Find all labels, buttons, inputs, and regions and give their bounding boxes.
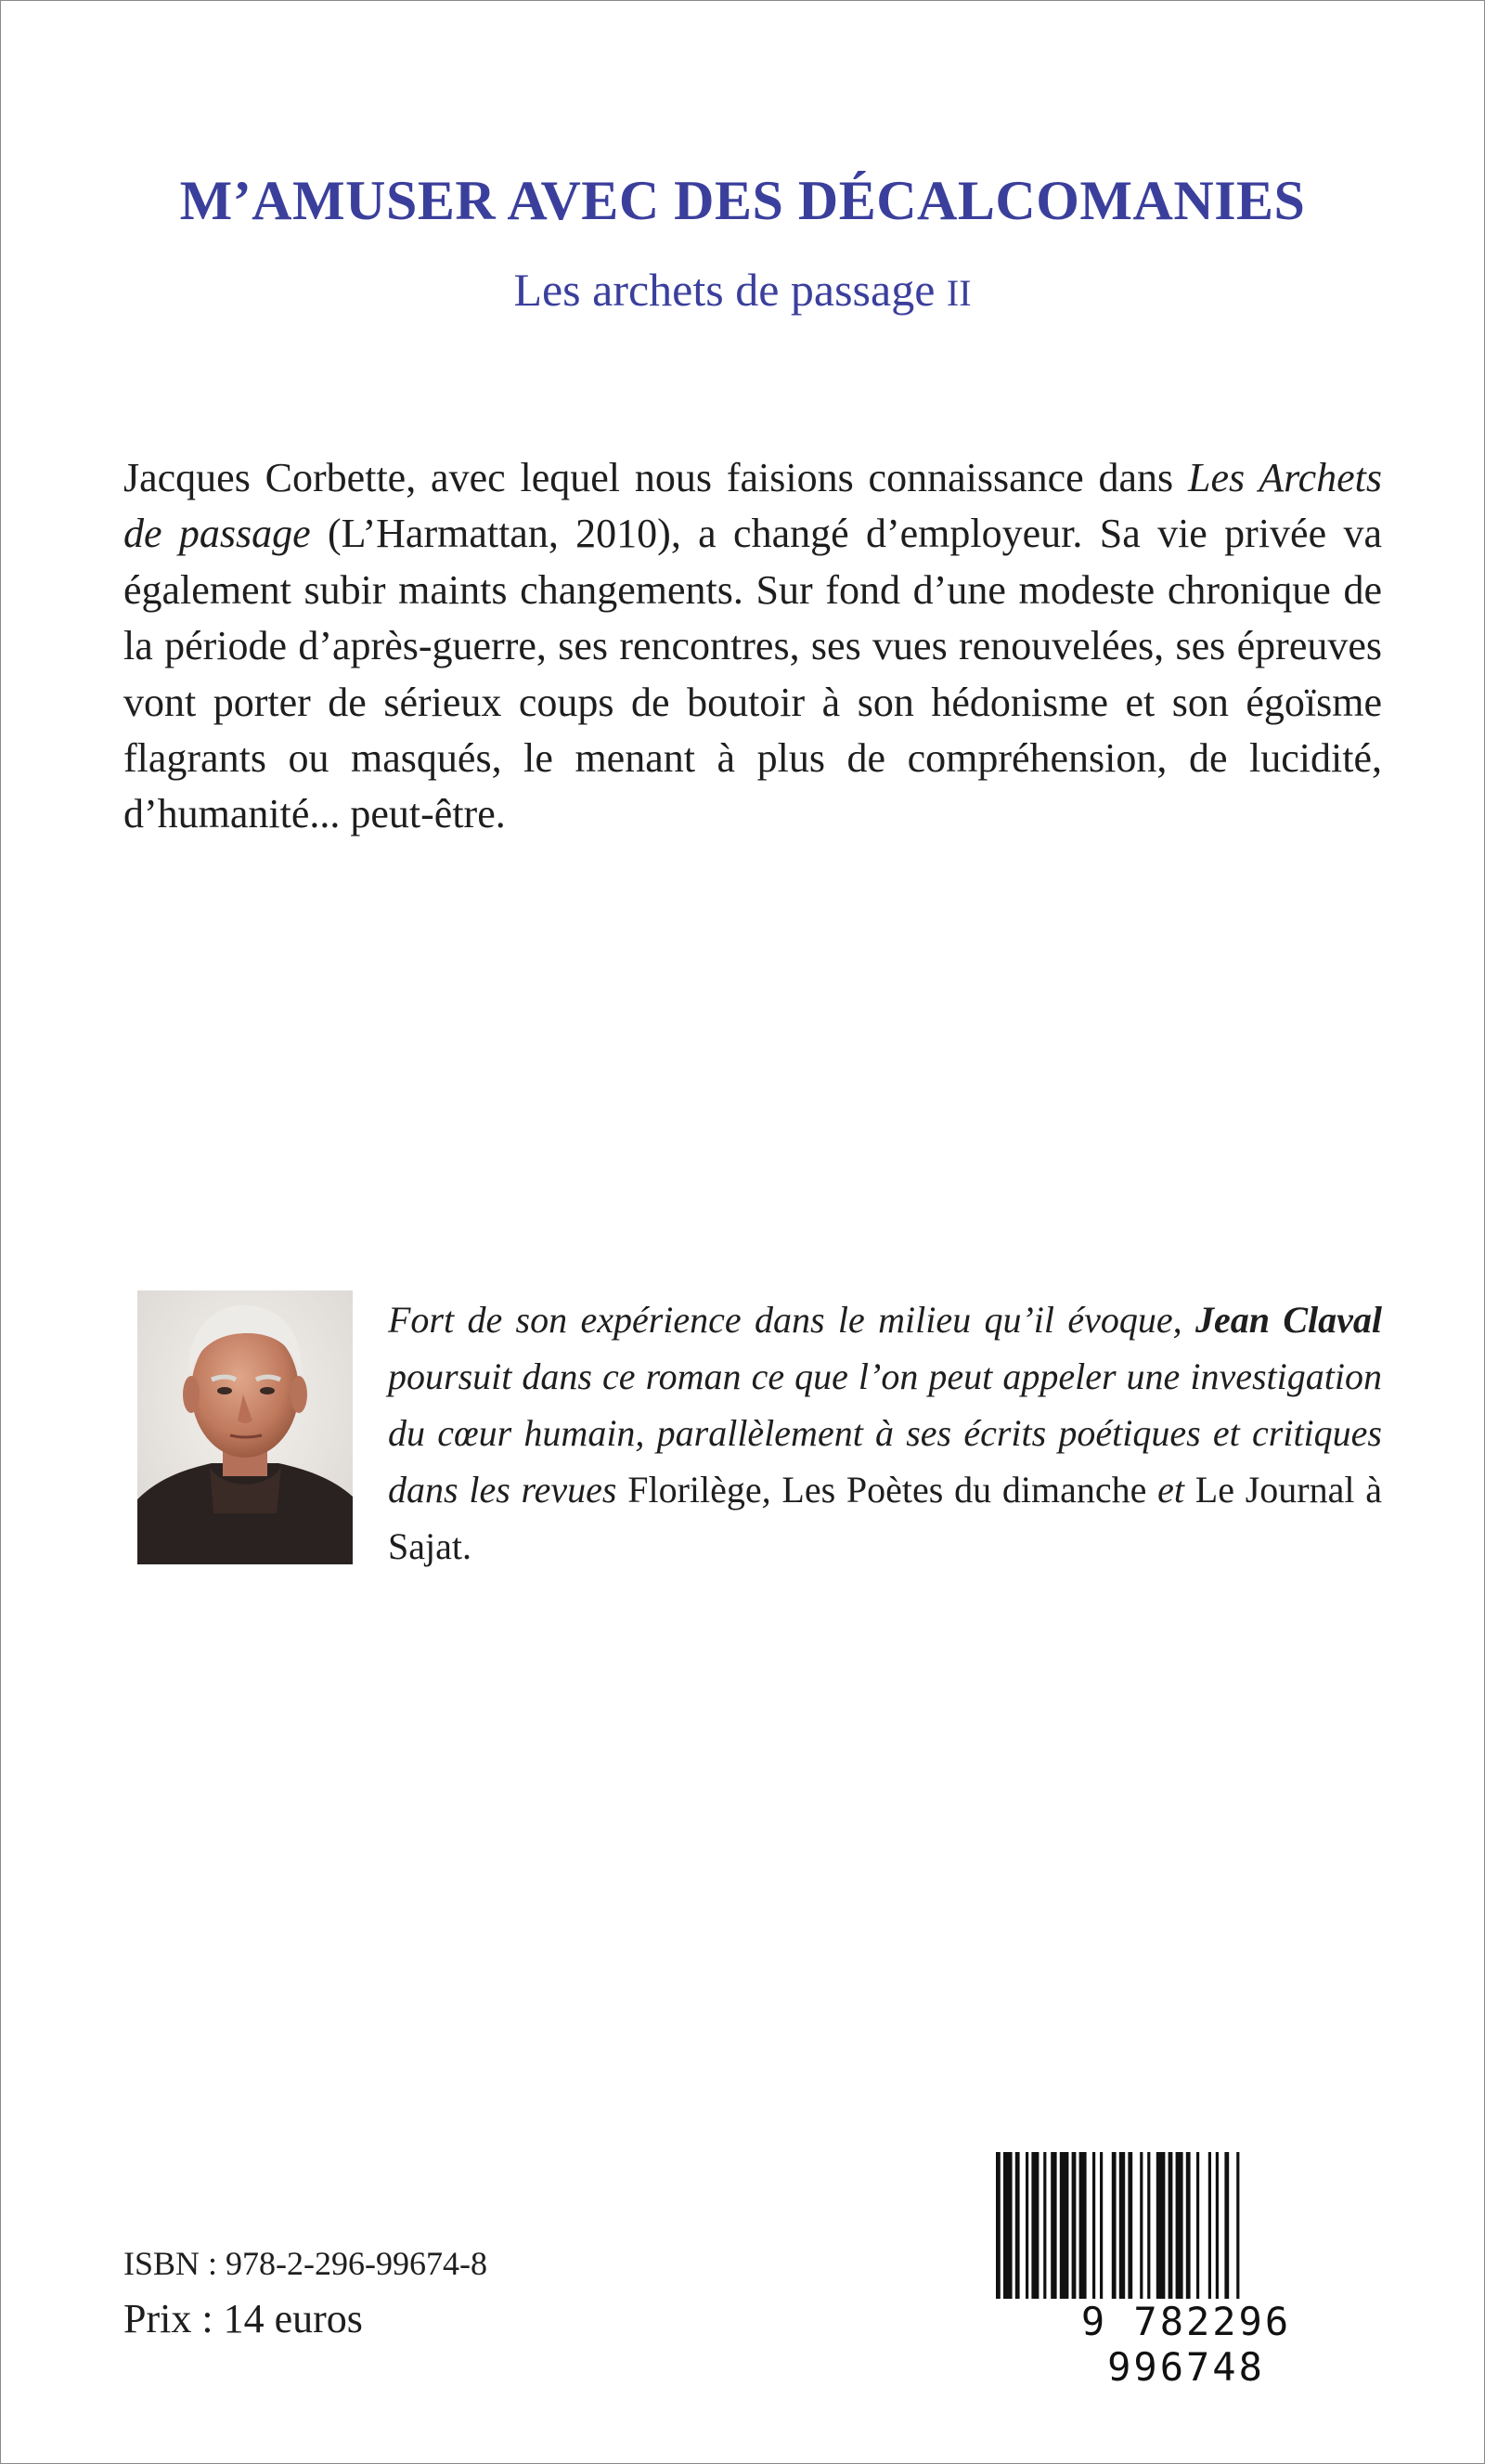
subtitle-numeral: II — [946, 272, 972, 314]
subtitle-text: Les archets de passage — [513, 264, 936, 316]
revue-florilege: Florilège — [627, 1469, 762, 1511]
author-bio — [388, 1291, 1382, 1575]
synopsis-paragraph — [123, 450, 1382, 843]
synopsis-text-2: (L’Harmattan, 2010), a changé d’employeur. Sa vie privée va également subir maints changements. Sur fond d’une modeste chronique de la période d’après-guerre, ses rencontres, ses vues renouvelées, ses épreuves vont porter de sérieux coups de boutoir à son hédonisme et son égoïsme flagrants ou masqués, le menant à plus de compréhension, de lucidité, d’humanité... peut-être. — [123, 511, 1382, 837]
bio-text-2: poursuit dans ce roman ce que l’on peut appeler une investigation du cœur humain, parallèlement à ses écrits poétiques et critiques dans les revues — [388, 1355, 1382, 1511]
revue-journal-a-sajat: Le Journal à Sajat — [388, 1469, 1382, 1567]
book-title: M’AMUSER AVEC DES DÉCALCOMANIES — [179, 170, 1306, 231]
isbn: ISBN : 978-2-296-99674-8 — [123, 2245, 487, 2282]
synopsis-text-1: Jacques Corbette, avec lequel nous faisions connaissance dans — [123, 455, 1189, 500]
revue-poetes-du-dimanche: Les Poètes du dimanche — [781, 1469, 1147, 1511]
author-name: Jean Claval — [1194, 1299, 1382, 1341]
synopsis-book-reference: Les Archets de passage — [123, 455, 1382, 557]
bio-text-1: Fort de son expérience dans le milieu qu’il évoque, — [388, 1299, 1195, 1341]
barcode-digits: 9 782296 996748 — [991, 2299, 1381, 2390]
price: Prix : 14 euros — [123, 2296, 363, 2341]
book-subtitle — [0, 263, 1485, 317]
bio-end: . — [461, 1525, 471, 1567]
bio-separator-2: et — [1146, 1469, 1195, 1511]
bio-separator-1: , — [761, 1469, 782, 1511]
author-photo — [137, 1290, 353, 1564]
